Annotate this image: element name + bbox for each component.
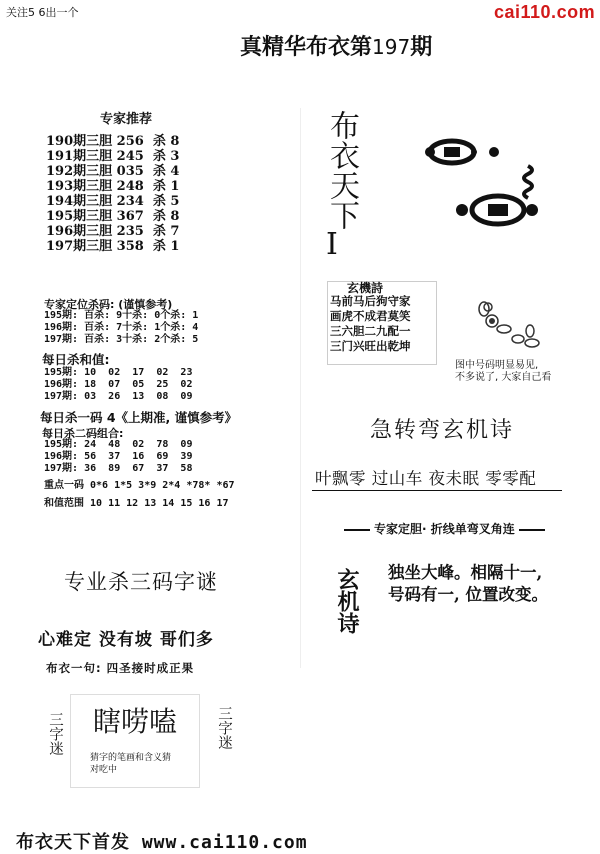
bead-chain-icon bbox=[470, 295, 550, 360]
riddle-word: 瞎唠嗑 bbox=[93, 705, 178, 738]
poem-line: 三门兴旺出乾坤 bbox=[330, 339, 411, 353]
daily-pair-title: 每日杀二码组合: bbox=[42, 427, 124, 440]
jizhuan-underline bbox=[312, 490, 562, 491]
daily-sum-list bbox=[44, 367, 192, 403]
list-item: 197期: 03 26 13 08 09 bbox=[44, 391, 193, 402]
position-kill-title: 专家定位杀码: (谨慎参考) bbox=[44, 298, 173, 311]
position-kill-list bbox=[44, 310, 198, 346]
poem-line: 马前马后狗守家 bbox=[330, 294, 411, 308]
buyi-chars: 布衣天下 bbox=[324, 110, 359, 230]
list-item: 196期: 18 07 05 25 02 bbox=[44, 379, 193, 390]
expert-fix-line bbox=[340, 520, 549, 537]
top-note: 关注5 6出一个 bbox=[6, 6, 79, 19]
list-item: 196期: 百杀: 7十杀: 1个杀: 4 bbox=[44, 322, 199, 333]
riddle-note bbox=[90, 752, 171, 776]
jizhuan-line: 叶飘零 过山车 夜未眠 零零配 bbox=[315, 469, 537, 488]
title-suffix: 期 bbox=[410, 35, 433, 60]
title-issue-number: 197 bbox=[372, 35, 411, 59]
jizhuan-title: 急转弯玄机诗 bbox=[370, 418, 515, 443]
list-item: 196期三胆 235 杀 7 bbox=[46, 224, 180, 239]
buyi-suffix: I bbox=[326, 227, 338, 262]
daily-one-title: 每日杀一码 4《上期准, 谨慎参考》 bbox=[40, 410, 238, 425]
list-item: 195期: 10 02 17 02 23 bbox=[44, 367, 193, 378]
riddle-left-label: 三字迷 bbox=[47, 712, 63, 756]
daily-sum-title: 每日杀和值: bbox=[42, 352, 110, 367]
xuanji-text bbox=[388, 562, 548, 606]
list-item: 195期: 24 48 02 78 09 bbox=[44, 439, 193, 450]
expert-recommend-title: 专家推荐 bbox=[100, 112, 153, 127]
riddle-note-line: 猜字的笔画和含义猜 bbox=[90, 753, 172, 763]
riddle-note-line: 对吃中 bbox=[90, 765, 118, 775]
kill-three-title: 专业杀三码字谜 bbox=[64, 570, 218, 594]
poem-lines bbox=[330, 294, 411, 354]
poem-title: 玄機詩 bbox=[347, 281, 384, 295]
image-note bbox=[455, 360, 551, 384]
page-title bbox=[240, 30, 432, 61]
coin-chain-icon bbox=[420, 130, 550, 250]
expert-fix-text: 专家定胆· 折线单弯叉角连 bbox=[374, 522, 515, 536]
list-item: 195期: 百杀: 9十杀: 0个杀: 1 bbox=[44, 310, 199, 321]
list-item: 196期: 56 37 16 69 39 bbox=[44, 451, 193, 462]
image-note-line: 图中号码明显易见, bbox=[455, 360, 539, 371]
xuanji-vertical-title: 玄机诗 bbox=[334, 568, 360, 634]
list-item: 197期三胆 358 杀 1 bbox=[46, 239, 180, 254]
list-item: 197期: 36 89 67 37 58 bbox=[44, 463, 193, 474]
sum-range-line: 和值范围 10 11 12 13 14 15 16 17 bbox=[44, 498, 229, 509]
column-divider bbox=[300, 108, 301, 668]
xuanji-line: 号码有一, 位置改变。 bbox=[388, 585, 548, 604]
xuanji-line: 独坐大峰。相隔十一, bbox=[388, 563, 543, 582]
buyi-one-line: 布衣一句: 四圣接时成正果 bbox=[46, 661, 195, 675]
kill-three-line: 心难定 没有坡 哥们多 bbox=[38, 630, 214, 650]
footer-text: 布衣天下首发 www.cai110.com bbox=[16, 832, 308, 853]
list-item: 191期三胆 245 杀 3 bbox=[46, 149, 180, 164]
image-note-line: 不多说了, 大家自己看 bbox=[455, 372, 552, 383]
dash-right bbox=[519, 529, 545, 531]
poem-line: 画虎不成君莫笑 bbox=[330, 309, 411, 323]
title-main: 真精华布衣第 bbox=[240, 35, 373, 60]
key-one-line: 重点一码 0*6 1*5 3*9 2*4 *78* *67 bbox=[44, 480, 235, 491]
poem-line: 三六胆二九配一 bbox=[330, 324, 411, 338]
list-item: 193期三胆 248 杀 1 bbox=[46, 179, 180, 194]
daily-pair-list bbox=[44, 439, 192, 475]
list-item: 195期三胆 367 杀 8 bbox=[46, 209, 180, 224]
riddle-right-label: 三字迷 bbox=[216, 706, 232, 750]
list-item: 194期三胆 234 杀 5 bbox=[46, 194, 180, 209]
list-item: 190期三胆 256 杀 8 bbox=[46, 134, 180, 149]
list-item: 192期三胆 035 杀 4 bbox=[46, 164, 180, 179]
site-logo[interactable]: cai110.com bbox=[494, 2, 596, 22]
expert-recommend-list bbox=[46, 134, 179, 254]
list-item: 197期: 百杀: 3十杀: 2个杀: 5 bbox=[44, 334, 199, 345]
dash-left bbox=[344, 529, 370, 531]
